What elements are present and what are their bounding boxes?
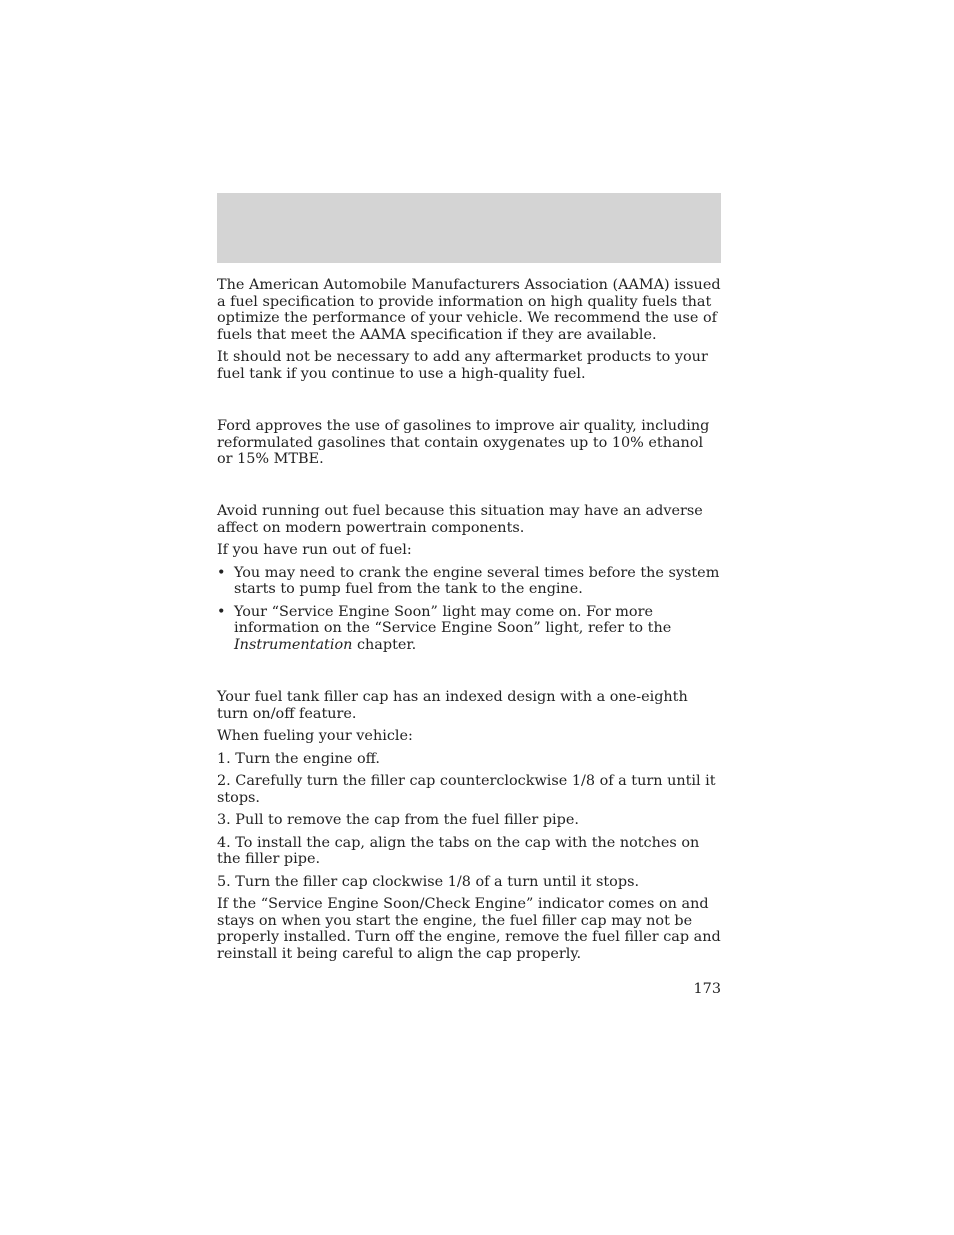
fueling-intro: When fueling your vehicle: — [217, 728, 413, 744]
run-out-intro: If you have run out of fuel: — [217, 542, 412, 558]
avoid-running-out-paragraph: Avoid running out fuel because this situation may have an adverse affect on modern powertrain components. — [217, 503, 703, 536]
step-item: 5. Turn the filler cap clockwise 1/8 of a turn until it stops. — [217, 873, 640, 890]
step-item: 3. Pull to remove the cap from the fuel filler pipe. — [217, 812, 579, 828]
bullet-text: You may need to crank the engine several times before the system starts to pump fuel from the tank to the engine. — [234, 564, 720, 597]
step-item: 4. To install the cap, align the tabs on the cap with the notches on the filler pipe. — [217, 834, 700, 867]
aama-section — [217, 277, 721, 382]
aama-paragraph: The American Automobile Manufacturers Association (AAMA) issued a fuel specification to provide information on high quality fuels that optimize the performance of your vehicle. We recommend the use of fuels that meet the AAMA specification if they are available. — [217, 277, 721, 343]
reformulated-gasoline-paragraph: Ford approves the use of gasolines to improve air quality, including reformulated gasolines that contain oxygenates up to 10% ethanol or 15% MTBE. — [217, 418, 710, 467]
chapter-reference: Instrumentation — [234, 636, 353, 653]
step-item: 1. Turn the engine off. — [217, 750, 380, 767]
bullet-item — [217, 565, 721, 598]
bullet-icon: • — [217, 603, 226, 620]
bullet-icon: • — [217, 564, 226, 581]
section-header-band — [217, 193, 721, 263]
gasoline-section — [217, 418, 721, 468]
bullet-text: Your “Service Engine Soon” light may come on. For more information on the “Service Engine Soon” light, refer to the Instrumentation chapter. — [234, 603, 672, 653]
filler-cap-section — [217, 689, 721, 962]
bullet-item — [217, 604, 721, 654]
aftermarket-paragraph: It should not be necessary to add any aftermarket products to your fuel tank if you continue to use a high-quality fuel. — [217, 349, 708, 382]
step-item: 2. Carefully turn the filler cap counterclockwise 1/8 of a turn until it stops. — [217, 773, 716, 806]
filler-cap-intro: Your fuel tank filler cap has an indexed design with a one-eighth turn on/off feature. — [217, 689, 688, 722]
check-engine-paragraph: If the “Service Engine Soon/Check Engine” indicator comes on and stays on when you start the engine, the fuel filler cap may not be properly installed. Turn off the engine, remove the fuel filler cap and reinstall it being careful to align the cap properly. — [217, 896, 721, 962]
page-number: 173 — [693, 981, 721, 997]
running-out-of-fuel-section — [217, 503, 721, 653]
